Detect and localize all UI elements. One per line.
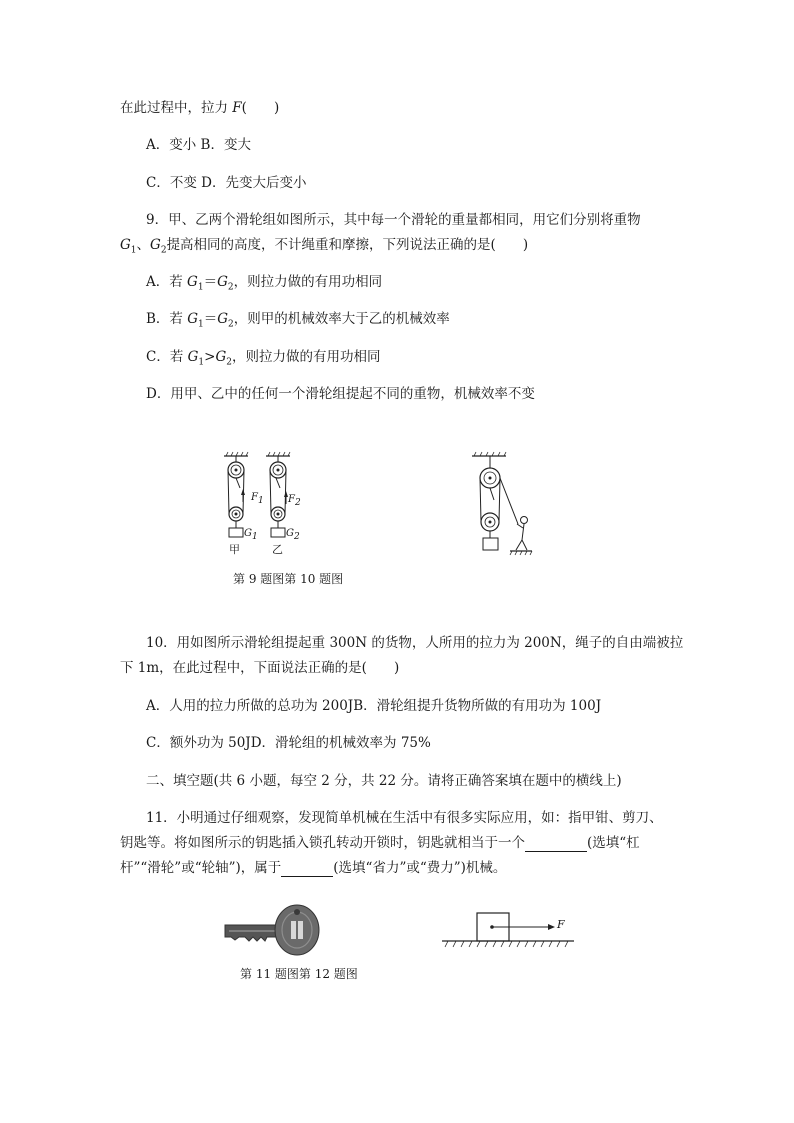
q11-stem-line1: 11．小明通过仔细观察，发现简单机械在生活中有很多实际应用，如：指甲钳、剪刀、 xyxy=(146,810,663,826)
q9-option-c: C．若 $G_1>G_2$，则拉力做的有用功相同 xyxy=(146,349,381,368)
q11-answer-blank-2[interactable] xyxy=(281,862,333,877)
figure-12-force-label: F xyxy=(557,918,565,931)
q10-options-ab: A．人用的拉力所做的总功为 200JB．滑轮组提升货物所做的有用功为 100J xyxy=(146,698,602,714)
figure-9-label-f1: $F_1$ xyxy=(251,492,264,506)
q9-option-b: B．若 $G_1=G_2$，则甲的机械效率大于乙的机械效率 xyxy=(146,311,450,330)
figure-9-label-g1: $G_1$ xyxy=(244,528,258,542)
q10-stem-line1: 10．用如图所示滑轮组提起重 300N 的货物，人所用的拉力为 200N，绳子的自由端被拉 xyxy=(146,635,684,651)
q11-answer-blank-1[interactable] xyxy=(525,837,587,852)
figure-11-key xyxy=(221,903,321,957)
q9-option-a: A．若 $G_1=G_2$，则拉力做的有用功相同 xyxy=(146,274,383,293)
figure-9-label-jia: 甲 xyxy=(229,543,240,556)
q11-stem-line3: 杆”“滑轮”或“轮轴”)，属于 (选填“省力”或“费力”)机械。 xyxy=(120,860,507,876)
caption-fig-11-12: 第 11 题图第 12 题图 xyxy=(240,967,358,981)
q9-option-d: D．用甲、乙中的任何一个滑轮组提起不同的重物，机械效率不变 xyxy=(146,386,535,402)
q9-stem-line2: $G_1$、$G_2$提高相同的高度，不计绳重和摩擦，下列说法正确的是( ) xyxy=(120,237,529,256)
q8-options-ab: A．变小 B．变大 xyxy=(146,137,251,153)
caption-fig-9-10: 第 9 题图第 10 题图 xyxy=(233,572,344,586)
q8-options-cd: C．不变 D．先变大后变小 xyxy=(146,175,307,191)
figure-9-label-g2: $G_2$ xyxy=(286,528,300,542)
q10-stem-line2: 下 1m，在此过程中，下面说法正确的是( ) xyxy=(120,660,400,676)
q9-stem-line1: 9．甲、乙两个滑轮组如图所示，其中每一个滑轮的重量都相同，用它们分别将重物 xyxy=(146,212,641,228)
figure-9-label-yi: 乙 xyxy=(272,543,283,556)
section-2-heading: 二、填空题(共 6 小题，每空 2 分，共 22 分。请将正确答案填在题中的横线上) xyxy=(146,773,622,789)
q11-stem-line2: 钥匙等。将如图所示的钥匙插入锁孔转动开锁时，钥匙就相当于一个 (选填“杠 xyxy=(120,835,640,851)
figure-9-label-f2: $F_2$ xyxy=(288,494,301,508)
q10-options-cd: C．额外功为 50JD．滑轮组的机械效率为 75% xyxy=(146,735,431,751)
q8-stem: 在此过程中，拉力 F( ) xyxy=(120,100,280,116)
figure-10-pulley-with-person xyxy=(470,454,540,558)
